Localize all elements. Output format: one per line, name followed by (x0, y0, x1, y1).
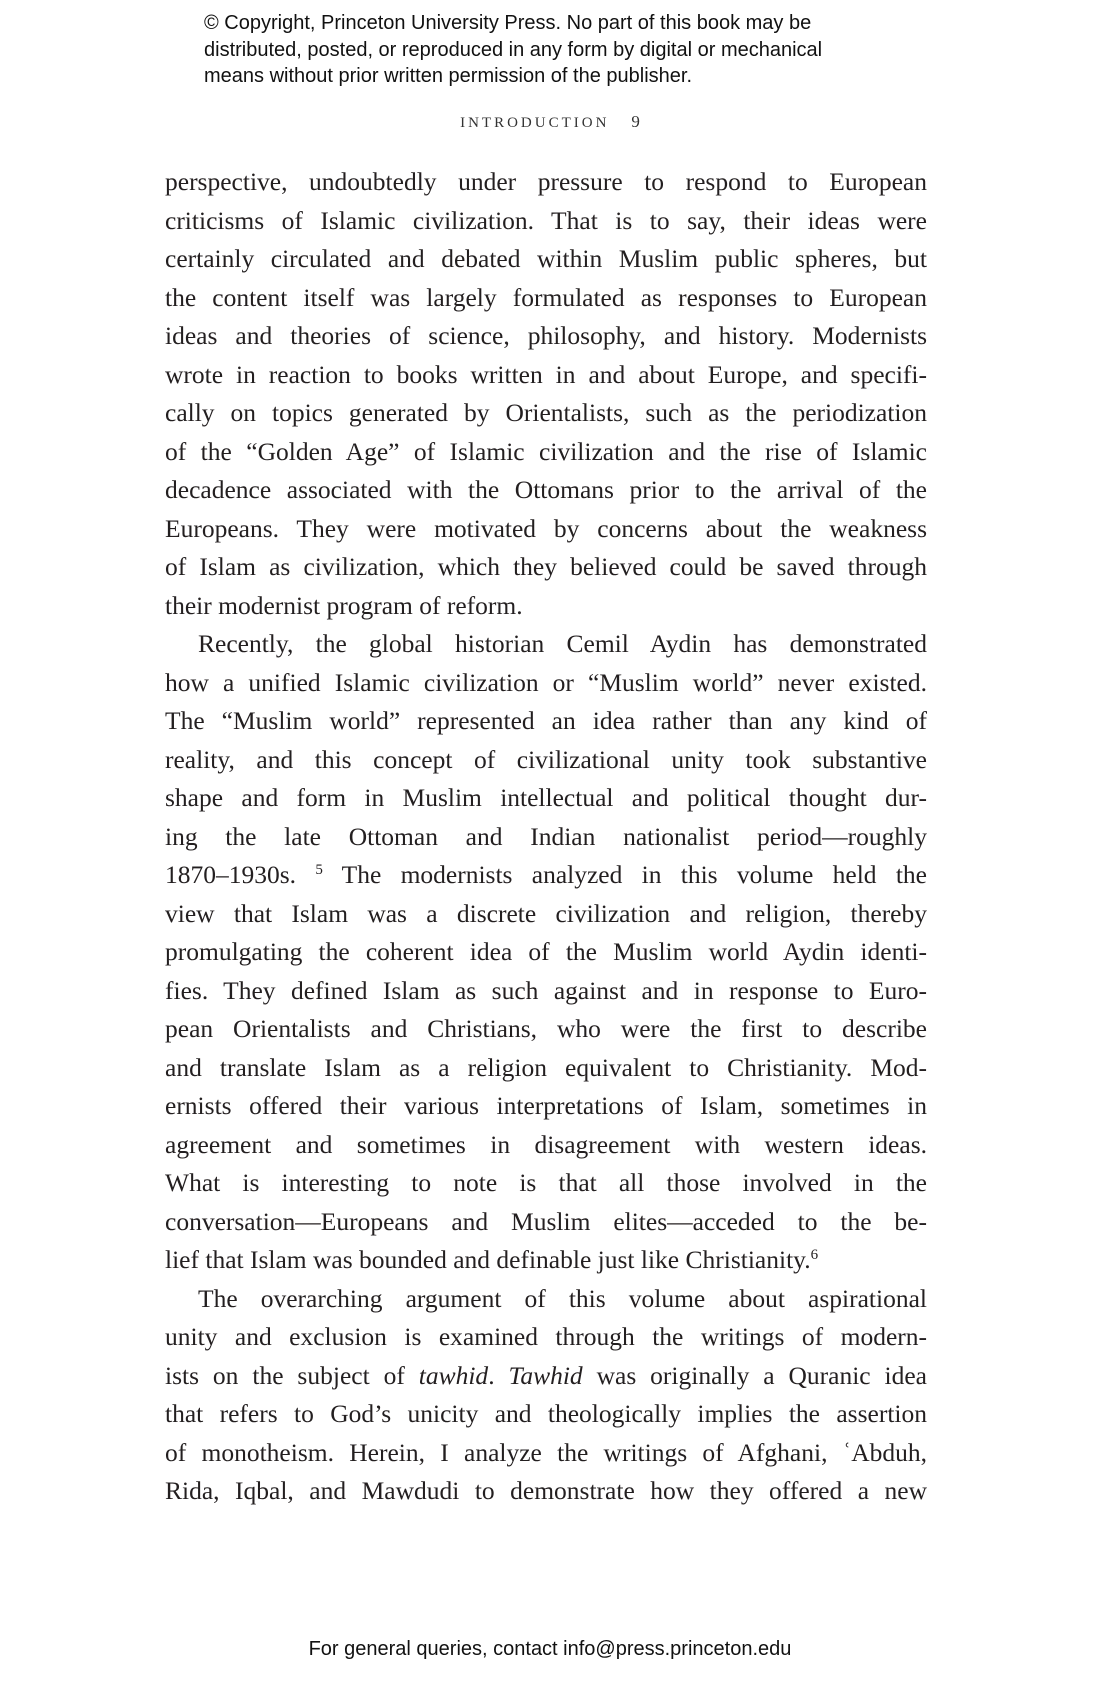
text-segment: perspective, undoubtedly under pressure to respond to European (165, 167, 927, 196)
text-line (165, 1357, 927, 1396)
text-line (165, 163, 927, 202)
text-segment: decadence associated with the Ottomans prior to the arrival of the (165, 475, 927, 504)
text-line (165, 433, 927, 472)
text-segment: lief that Islam was bounded and definable just like Christianity. (165, 1245, 811, 1274)
text-segment: ideas and theories of science, philosophy, and history. Modernists (165, 321, 927, 350)
text-segment: fies. They defined Islam as such against and in response to Euro- (165, 975, 927, 1005)
text-segment: The overarching argument of this volume about aspirational (198, 1283, 927, 1313)
text-segment: criticisms of Islamic civilization. That is to say, their ideas were (165, 205, 927, 235)
text-line (165, 356, 927, 395)
page-number: 9 (631, 112, 640, 131)
text-segment: cally on topics generated by Orientalists, such as the periodization (165, 398, 927, 427)
footnote-ref: 5 (315, 862, 323, 878)
text-segment: ists on the subject of (165, 1360, 419, 1390)
text-line (165, 240, 927, 279)
text-line (165, 1203, 927, 1242)
text-segment: ernists offered their various interpretations of Islam, sometimes in (165, 1091, 927, 1120)
running-head (0, 112, 1100, 132)
body-text (165, 163, 927, 1511)
text-segment: What is interesting to note is that all those involved in the (165, 1168, 927, 1197)
text-line (165, 856, 927, 895)
text-segment: certainly circulated and debated within Muslim public spheres, but (165, 244, 927, 273)
text-line (165, 1126, 927, 1165)
text-line (165, 202, 927, 241)
text-segment: . (488, 1360, 509, 1390)
text-segment: wrote in reaction to books written in and about Europe, and specifi- (165, 359, 927, 389)
text-segment: conversation—Europeans and Muslim elites—acceded to the be- (165, 1206, 927, 1236)
text-line (165, 471, 927, 510)
text-line (165, 895, 927, 934)
text-segment: 1870–1930s. (165, 860, 316, 889)
text-line (165, 779, 927, 818)
text-segment: view that Islam was a discrete civilization and religion, thereby (165, 898, 927, 928)
text-line (165, 1318, 927, 1357)
copyright-line: means without prior written permission of the publisher. (204, 65, 693, 87)
text-segment: and translate Islam as a religion equivalent to Christianity. Mod- (165, 1052, 927, 1082)
text-line (165, 664, 927, 703)
text-segment: of Islam as civilization, which they believed could be saved through (165, 552, 927, 581)
copyright-line: distributed, posted, or reproduced in any form by digital or mechanical (204, 38, 823, 61)
copyright-line: © Copyright, Princeton University Press. No part of this book may be (204, 12, 812, 34)
text-line (165, 818, 927, 857)
footnote-ref: 6 (810, 1247, 819, 1263)
text-segment: promulgating the coherent idea of the Muslim world Aydin identi- (165, 937, 927, 966)
text-line (165, 317, 927, 356)
text-segment: Recently, the global historian Cemil Aydin has demonstrated (198, 629, 927, 658)
text-line (165, 1434, 927, 1473)
text-segment: pean Orientalists and Christians, who were the first to describe (165, 1014, 927, 1043)
text-line (165, 1395, 927, 1434)
text-line (165, 933, 927, 972)
text-segment: reality, and this concept of civilizational unity took substantive (165, 744, 927, 774)
copyright-notice (204, 10, 822, 90)
text-segment: The modernists analyzed in this volume held the (322, 860, 927, 889)
text-line (165, 741, 927, 780)
text-line (165, 1049, 927, 1088)
text-segment: that refers to God’s unicity and theologically implies the assertion (165, 1399, 927, 1428)
text-segment: shape and form in Muslim intellectual and political thought dur- (165, 783, 927, 812)
text-segment: The “Muslim world” represented an idea rather than any kind of (165, 706, 927, 735)
text-segment: unity and exclusion is examined through the writings of modern- (165, 1322, 927, 1351)
text-line (165, 1241, 927, 1280)
text-segment: how a unified Islamic civilization or “Muslim world” never existed. (165, 667, 927, 697)
text-line (165, 587, 927, 626)
text-segment: Europeans. They were motivated by concerns about the weakness (165, 513, 927, 543)
text-segment: was originally a Quranic idea (582, 1360, 927, 1390)
text-line (165, 548, 927, 587)
text-line (165, 510, 927, 549)
text-segment: of the “Golden Age” of Islamic civilization and the rise of Islamic (165, 436, 927, 466)
text-line (165, 1164, 927, 1203)
text-line (165, 279, 927, 318)
text-segment: ing the late Ottoman and Indian nationalist period—roughly (165, 821, 927, 851)
text-segment: of monotheism. Herein, I analyze the writings of Afghani, ʿAbduh, (165, 1437, 927, 1467)
text-line (165, 625, 927, 664)
text-segment: their modernist program of reform. (165, 590, 523, 620)
italic-term: tawhid (418, 1360, 489, 1390)
text-line (165, 702, 927, 741)
text-segment: the content itself was largely formulated as responses to European (165, 282, 927, 312)
text-line (165, 1280, 927, 1319)
text-segment: agreement and sometimes in disagreement with western ideas. (165, 1129, 927, 1159)
text-line (165, 1010, 927, 1049)
text-line (165, 394, 927, 433)
text-line (165, 972, 927, 1011)
text-line (165, 1087, 927, 1126)
italic-term: Tawhid (508, 1360, 583, 1390)
running-head-title: INTRODUCTION (460, 115, 610, 131)
footer-contact: For general queries, contact info@press.princeton.edu (308, 1638, 792, 1660)
text-segment: Rida, Iqbal, and Mawdudi to demonstrate how they offered a new (165, 1476, 927, 1505)
text-line (165, 1472, 927, 1511)
